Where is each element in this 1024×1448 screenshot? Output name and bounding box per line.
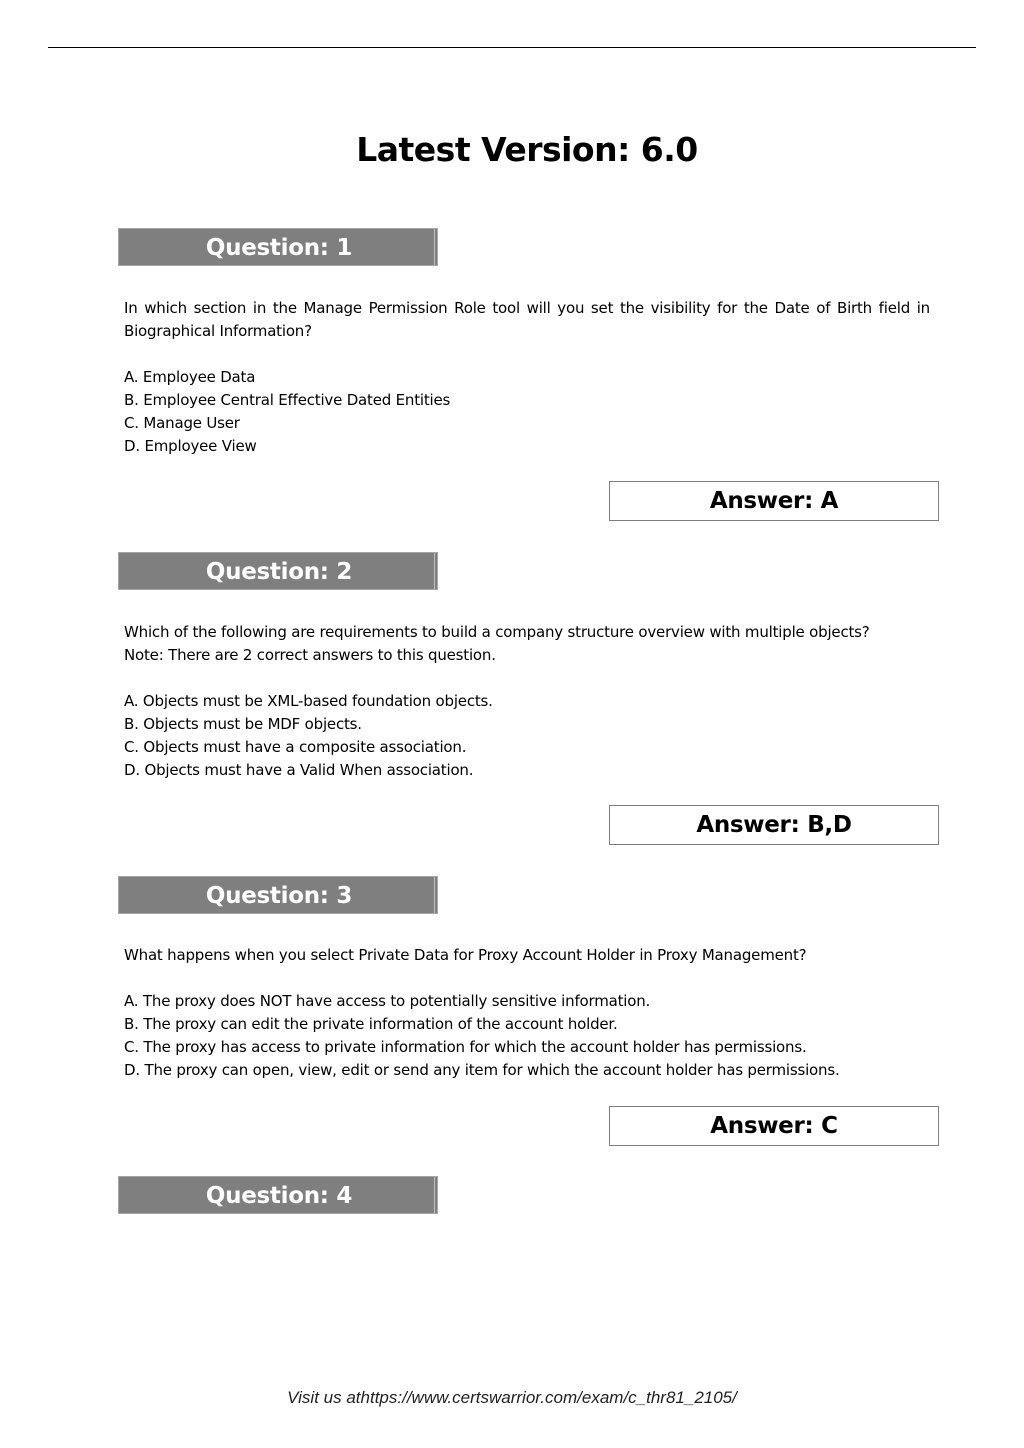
option-d: D. Objects must have a Valid When association. (124, 761, 474, 779)
question-1-text: In which section in the Manage Permission Role tool will you set the visibility for the Date of Birth field in Biographical Information? (124, 299, 930, 340)
question-1-header (118, 228, 438, 266)
question-3-options (124, 990, 930, 1082)
option-b: B. The proxy can edit the private information of the account holder. (124, 1015, 618, 1033)
option-b: B. Employee Central Effective Dated Entities (124, 391, 451, 409)
question-1-answer: Answer: A (609, 481, 939, 521)
question-2-answer: Answer: B,D (609, 805, 939, 845)
option-a: A. Objects must be XML-based foundation objects. (124, 692, 493, 710)
question-4-header (118, 1176, 438, 1214)
header-rule (48, 47, 976, 48)
option-d: D. The proxy can open, view, edit or send any item for which the account holder has permissions. (124, 1061, 840, 1079)
question-1-body (124, 297, 930, 458)
page-title: Latest Version: 6.0 (356, 130, 698, 169)
question-3-label: Question: 3 (205, 883, 353, 909)
option-c: C. Objects must have a composite association. (124, 738, 467, 756)
question-3-body (124, 944, 930, 1082)
option-c: C. The proxy has access to private information for which the account holder has permissions. (124, 1038, 807, 1056)
question-2-header (118, 552, 438, 590)
question-1-label: Question: 1 (205, 235, 353, 261)
option-a: A. Employee Data (124, 368, 256, 386)
question-1-options (124, 366, 930, 458)
question-2-note: Note: There are 2 correct answers to this question. (124, 646, 496, 664)
question-3-header (118, 876, 438, 914)
option-a: A. The proxy does NOT have access to potentially sensitive information. (124, 992, 651, 1010)
question-3-text: What happens when you select Private Data for Proxy Account Holder in Proxy Management? (124, 946, 807, 964)
option-b: B. Objects must be MDF objects. (124, 715, 362, 733)
footer-link[interactable]: Visit us athttps://www.certswarrior.com/exam/c_thr81_2105/ (287, 1388, 737, 1407)
question-2-options (124, 690, 930, 782)
question-3-answer: Answer: C (609, 1106, 939, 1146)
question-2-text: Which of the following are requirements to build a company structure overview with multiple objects? (124, 623, 870, 641)
question-2-label: Question: 2 (205, 559, 353, 585)
question-2-body (124, 621, 930, 782)
question-4-label: Question: 4 (205, 1183, 353, 1209)
option-d: D. Employee View (124, 437, 257, 455)
option-c: C. Manage User (124, 414, 240, 432)
